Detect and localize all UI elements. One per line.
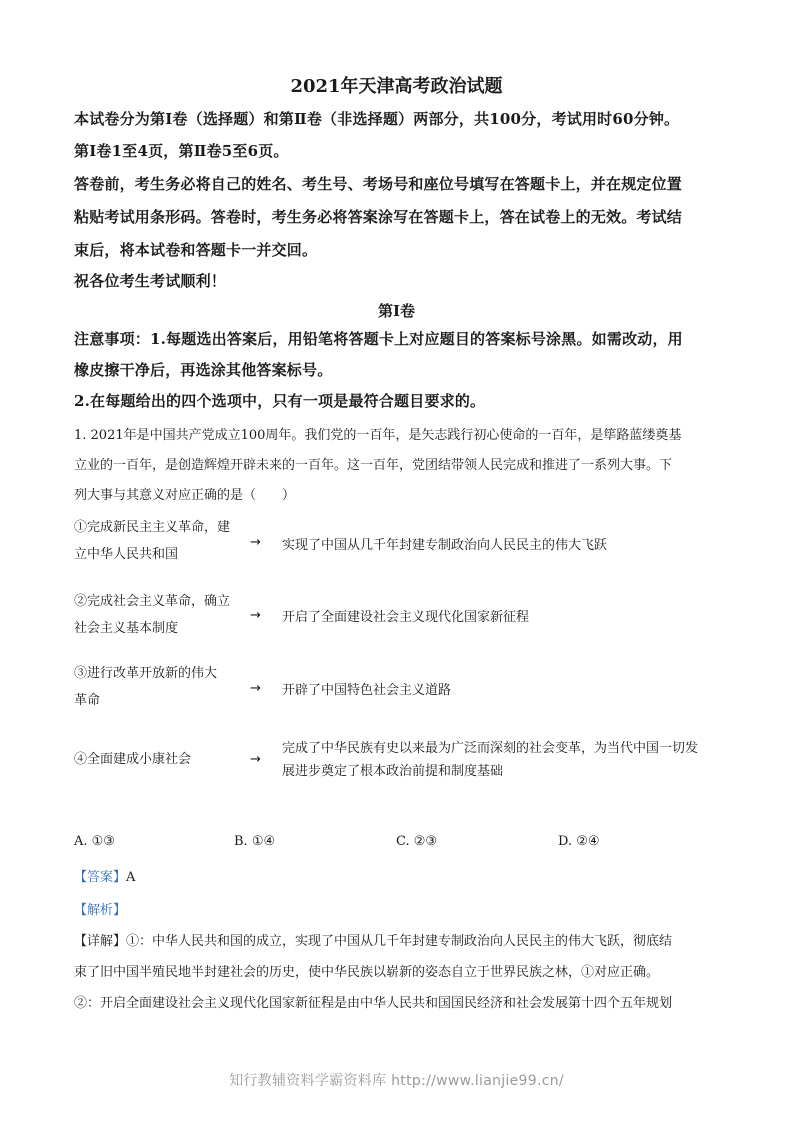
table-row-left: ③进行改革开放新的伟大 革命	[74, 666, 218, 708]
intro-line: 本试卷分为第Ⅰ卷（选择题）和第Ⅱ卷（非选择题）两部分，共100分，考试用时60分钟。	[74, 110, 680, 128]
table-row-left: ①完成新民主主义革命，建 立中华人民共和国	[74, 520, 231, 562]
analysis-tag: 【解析】	[74, 903, 127, 918]
page-title: 2021年天津高考政治试题	[290, 76, 503, 97]
arrow-icon: →	[250, 608, 261, 623]
table-row-right: 开启了全面建设社会主义现代化国家新征程	[282, 610, 530, 625]
question-line: 列大事与其意义对应正确的是（ ）	[74, 488, 296, 503]
arrow-icon: →	[250, 752, 261, 767]
arrow-icon: →	[250, 681, 261, 696]
table-row-right: 完成了中华民族有史以来最为广泛而深刻的社会变革，为当代中国一切发 展进步奠定了根本政治前提和制度基础	[282, 741, 699, 779]
intro-line: 第Ⅰ卷1至4页，第Ⅱ卷5至6页。	[74, 142, 289, 160]
answer-tag: 【答案】	[74, 870, 127, 885]
option-d: D. ②④	[558, 834, 600, 849]
detail-tag: 【详解】	[74, 934, 127, 949]
arrow-icon: →	[250, 535, 261, 550]
footer-watermark: 知行教辅资料学霸资料库 http://www.lianjie99.cn/	[229, 1073, 564, 1089]
table-row-left: ②完成社会主义革命，确立 社会主义基本制度	[74, 594, 231, 636]
option-a: A. ①③	[74, 834, 115, 849]
intro-line: 答卷前，考生务必将自己的姓名、考生号、考场号和座位号填写在答题卡上，并在规定位置	[74, 175, 683, 193]
answer-value: A	[126, 870, 136, 885]
detail-line: 束了旧中国半殖民地半封建社会的历史，使中华民族以崭新的姿态自立于世界民族之林，①对应正确。	[74, 965, 660, 980]
notes-line: 注意事项：1.每题选出答案后，用铅笔将答题卡上对应题目的答案标号涂黑。如需改动，用	[74, 330, 683, 348]
question-line: 1. 2021年是中国共产党成立100周年。我们党的一百年，是矢志践行初心使命的一百年，是筚路蓝缕奠基	[74, 428, 682, 443]
intro-line: 束后，将本试卷和答题卡一并交回。	[74, 241, 318, 259]
table-row-right: 实现了中国从几千年封建专制政治向人民民主的伟大飞跃	[282, 538, 608, 553]
option-b: B. ①④	[234, 834, 276, 849]
table-row-left: ④全面建成小康社会	[74, 752, 192, 767]
notes-line: 2.在每题给出的四个选项中，只有一项是最符合题目要求的。	[74, 392, 486, 410]
detail-line: ②：开启全面建设社会主义现代化国家新征程是由中华人民共和国国民经济和社会发展第十四个五年规划	[74, 996, 673, 1011]
answer-line	[74, 866, 135, 885]
option-c: C. ②③	[396, 834, 438, 849]
intro-line: 祝各位考生考试顺利！	[74, 272, 227, 290]
section-title: 第Ⅰ卷	[377, 302, 416, 320]
table-row-right: 开辟了中国特色社会主义道路	[282, 683, 452, 698]
analysis-line	[74, 899, 126, 918]
intro-line: 粘贴考试用条形码。答卷时，考生务必将答案涂写在答题卡上，答在试卷上的无效。考试结	[74, 208, 683, 226]
detail-line: 【详解】①：中华人民共和国的成立，实现了中国从几千年封建专制政治向人民民主的伟大飞跃，彻底结	[74, 934, 673, 949]
question-line: 立业的一百年，是创造辉煌开辟未来的一百年。这一百年，党团结带领人民完成和推进了一系列大事。下	[74, 458, 673, 473]
notes-line: 橡皮擦干净后，再选涂其他答案标号。	[74, 361, 333, 379]
